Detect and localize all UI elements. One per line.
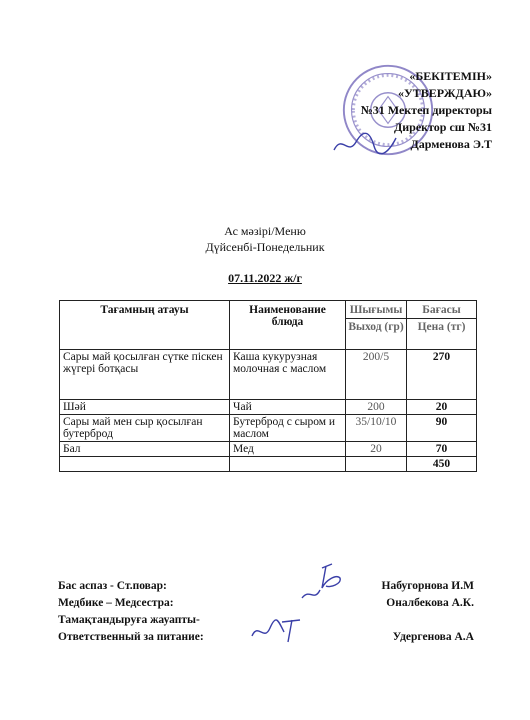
menu-title: Ас мәзірі/Меню — [224, 224, 306, 238]
header-yield — [346, 301, 407, 350]
dish-name-ru: Бутерброд с сыром и маслом — [230, 415, 346, 442]
role-label: Бас аспаз - Ст.повар: — [58, 580, 167, 592]
menu-date: 07.11.2022 ж/г — [228, 271, 302, 285]
menu-table — [59, 300, 477, 472]
header-name-ru: Наименование блюда — [230, 301, 346, 350]
approval-line: «БЕКІТЕМІН» — [409, 69, 492, 83]
dish-price: 270 — [407, 350, 477, 400]
role-label: Тамақтандыруға жауапты- — [58, 614, 200, 626]
person-name: Удергенова А.А — [392, 631, 474, 643]
approval-line: «УТВЕРЖДАЮ» — [397, 86, 492, 100]
header-yield-kz: Шығымы — [349, 304, 403, 316]
total-price: 450 — [407, 457, 477, 472]
dish-yield: 200/5 — [346, 350, 407, 400]
dish-name-ru: Каша кукурузная молочная с маслом — [230, 350, 346, 400]
role-label: Медбике – Медсестра: — [58, 597, 174, 609]
dish-name-kz: Шәй — [60, 400, 230, 415]
table-row — [60, 442, 477, 457]
table-row — [60, 415, 477, 442]
dish-name-ru: Чай — [230, 400, 346, 415]
header-price-ru: Цена (тг) — [407, 318, 476, 333]
person-name: Оналбекова А.К. — [386, 597, 474, 609]
dish-price: 70 — [407, 442, 477, 457]
header-price — [407, 301, 477, 350]
dish-yield: 200 — [346, 400, 407, 415]
approval-line: Директор сш №31 — [393, 120, 492, 134]
responsible-signature-icon — [248, 612, 308, 647]
signature-roles — [58, 578, 204, 646]
table-row — [60, 350, 477, 400]
dish-yield: 35/10/10 — [346, 415, 407, 442]
dish-yield: 20 — [346, 442, 407, 457]
approval-line: №31 Мектеп директоры — [360, 103, 492, 117]
menu-day: Дүйсенбі-Понедельник — [205, 240, 325, 254]
table-total-row — [60, 457, 477, 472]
dish-name-kz: Сары май қосылған сүтке піскен жүгері ботқасы — [60, 350, 230, 400]
person-name: Набугорнова И.М — [381, 580, 474, 592]
role-label: Ответственный за питание: — [58, 631, 204, 643]
dish-price: 90 — [407, 415, 477, 442]
dish-name-kz: Сары май мен сыр қосылған бутерброд — [60, 415, 230, 442]
dish-price: 20 — [407, 400, 477, 415]
approval-block — [361, 68, 492, 153]
signature-names — [382, 578, 474, 646]
header-name-kz: Тағамның атауы — [60, 301, 230, 350]
dish-name-ru: Мед — [230, 442, 346, 457]
header-yield-ru: Выход (гр) — [346, 318, 406, 333]
table-header-row — [60, 301, 477, 350]
header-price-kz: Бағасы — [422, 304, 461, 316]
dish-name-kz: Бал — [60, 442, 230, 457]
approval-line: Дарменова Э.Т — [410, 137, 492, 151]
table-row — [60, 400, 477, 415]
cook-signature-icon — [292, 558, 352, 608]
